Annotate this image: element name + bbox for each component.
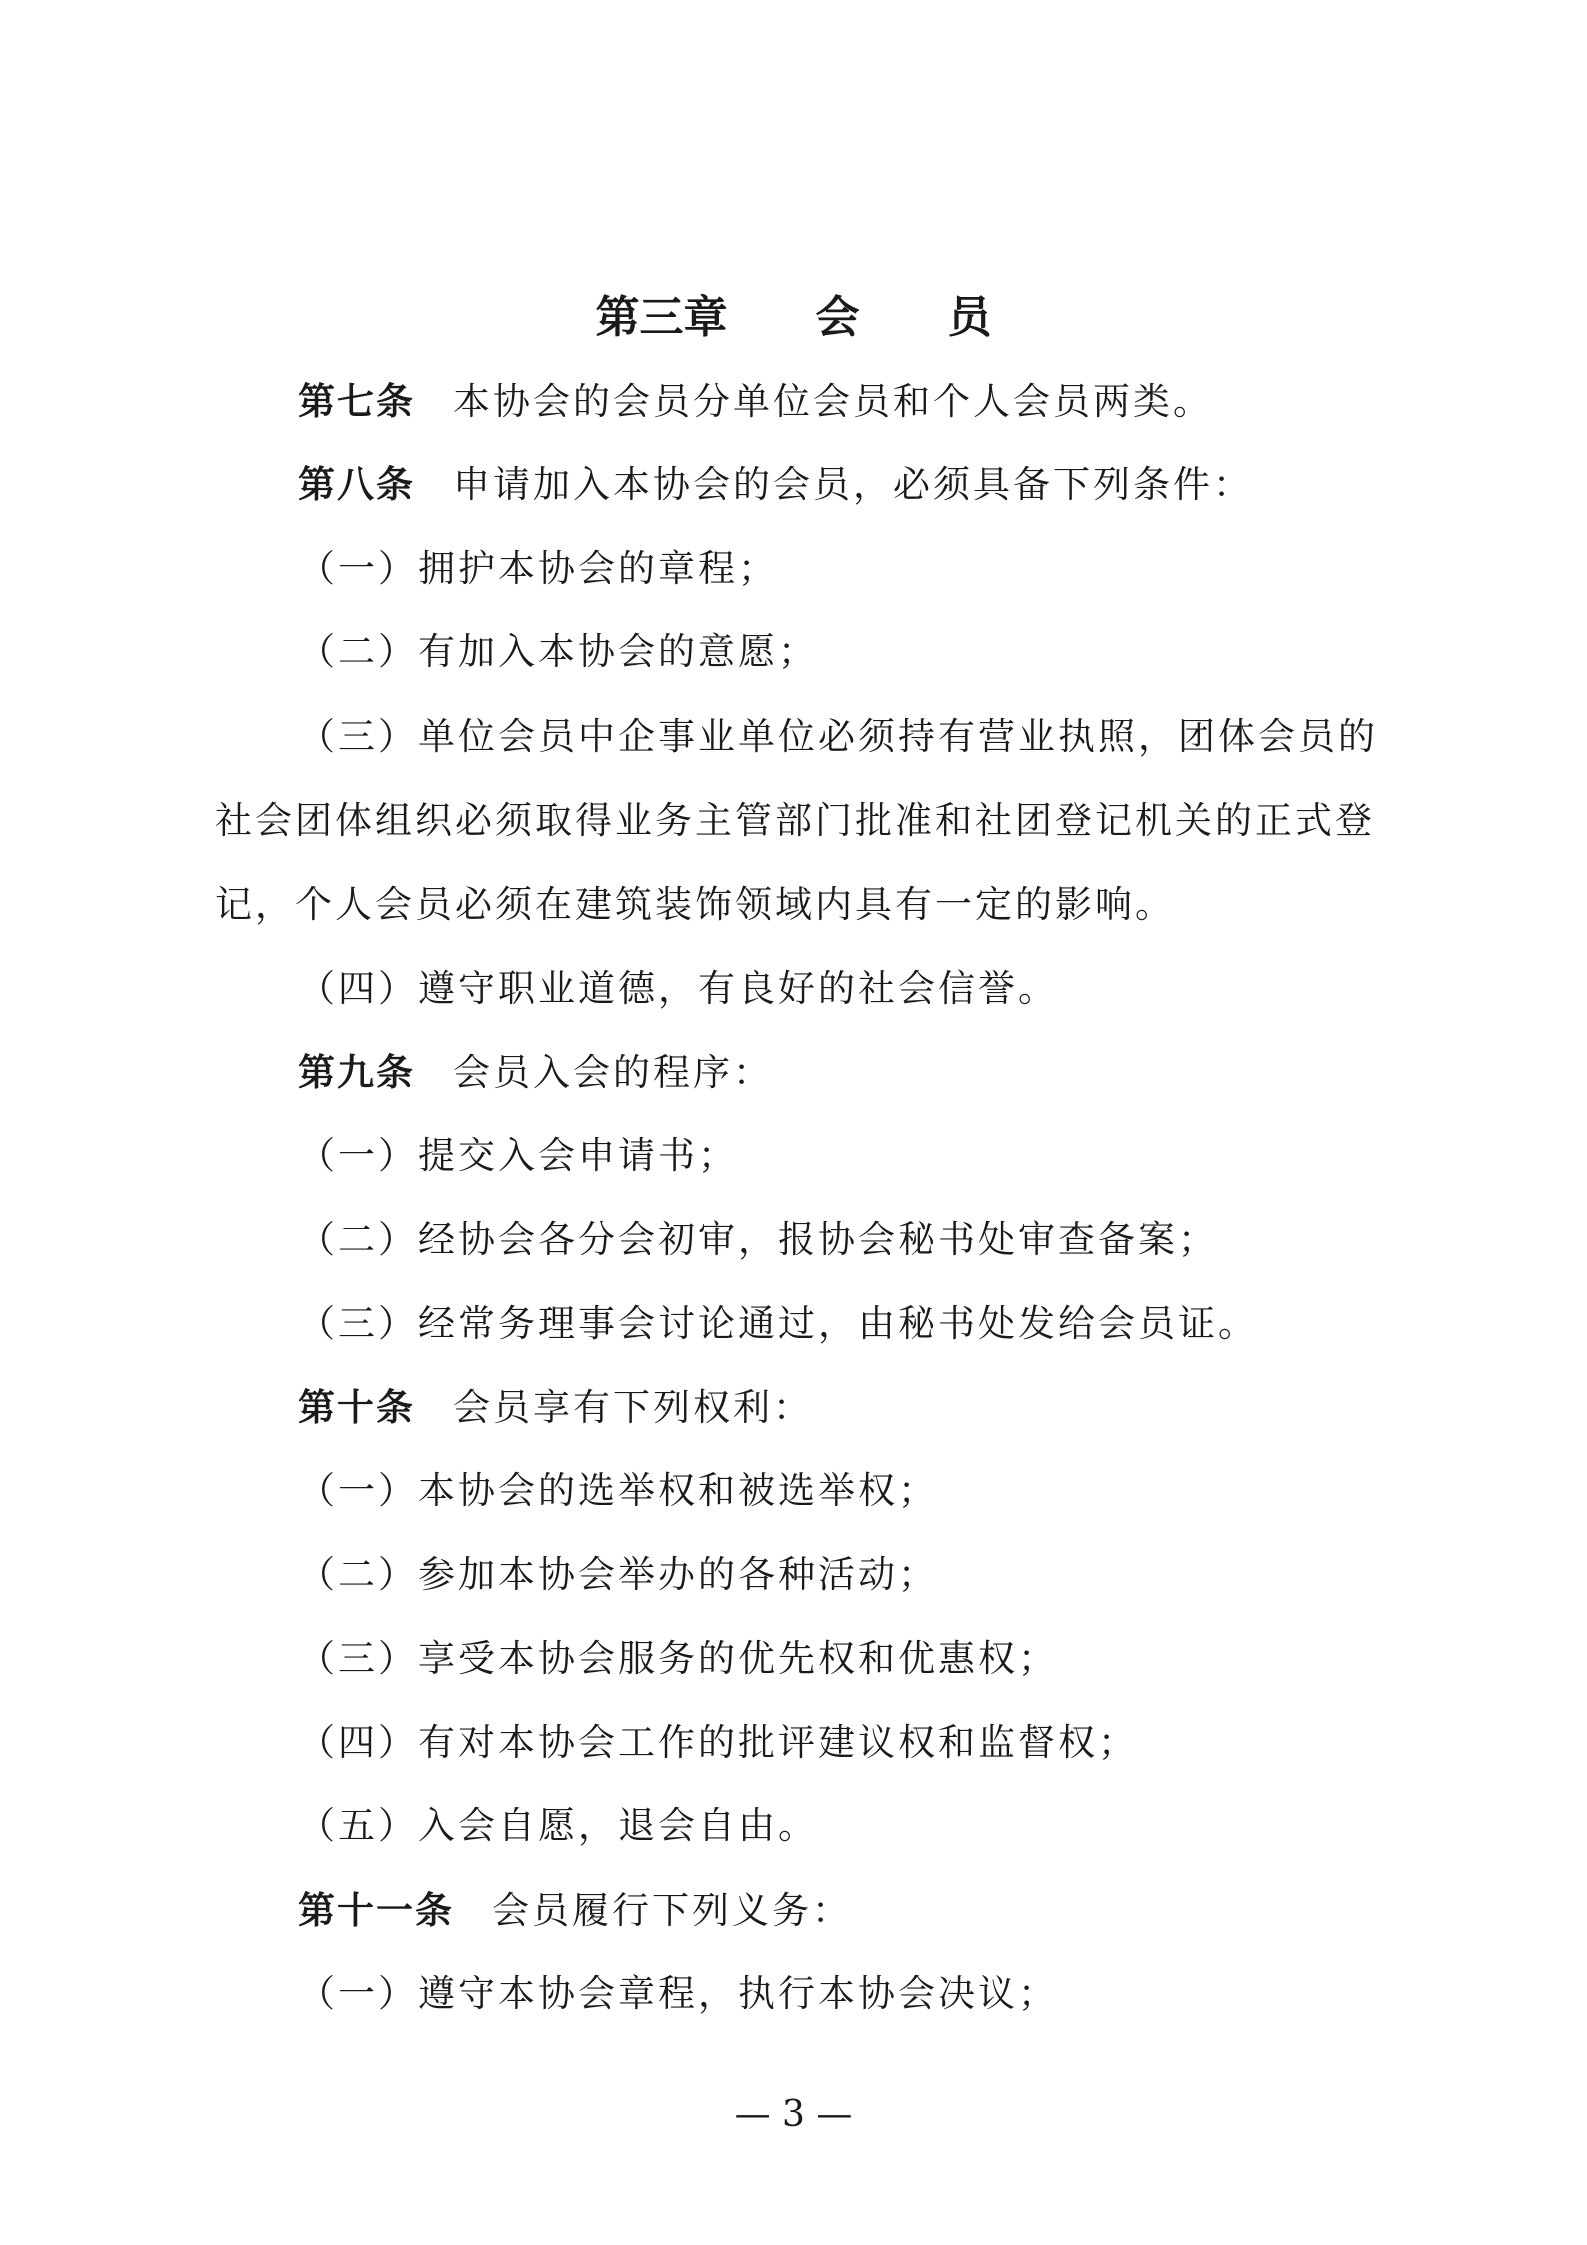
clause-line: （三）单位会员中企事业单位必须持有营业执照，团体会员的 [298, 715, 1378, 758]
page-number: — 3 — [734, 2094, 853, 2135]
article-label: 第七条 [298, 379, 415, 423]
article-label: 第九条 [298, 1050, 415, 1094]
clause-line: （四）有对本协会工作的批评建议权和监督权； [298, 1721, 1138, 1764]
article-8 [298, 459, 1253, 510]
article-label: 第十条 [298, 1385, 415, 1429]
article-text: 申请加入本协会的会员，必须具备下列条件： [453, 463, 1253, 506]
article-9 [298, 1047, 773, 1098]
clause-line: （二）经协会各分会初审，报协会秘书处审查备案； [298, 1218, 1218, 1261]
article-text: 会员入会的程序： [453, 1051, 773, 1094]
clause-continuation: 社会团体组织必须取得业务主管部门批准和社团登记机关的正式登 [215, 799, 1375, 842]
clause-line: （三）经常务理事会讨论通过，由秘书处发给会员证。 [298, 1302, 1258, 1345]
article-text: 本协会的会员分单位会员和个人会员两类。 [453, 380, 1213, 423]
article-10 [298, 1382, 813, 1433]
clause-line: （一）本协会的选举权和被选举权； [298, 1469, 938, 1512]
clause-continuation: 记，个人会员必须在建筑装饰领域内具有一定的影响。 [215, 883, 1175, 926]
article-label: 第八条 [298, 462, 415, 506]
article-text: 会员履行下列义务： [492, 1889, 852, 1932]
article-label: 第十一条 [298, 1888, 454, 1932]
clause-line: （一）拥护本协会的章程； [298, 547, 778, 590]
clause-line: （二）有加入本协会的意愿； [298, 630, 818, 673]
chapter-title: 第三章 会 员 [595, 292, 992, 343]
article-7 [298, 376, 1213, 427]
clause-line: （一）提交入会申请书； [298, 1134, 738, 1177]
article-text: 会员享有下列权利： [453, 1386, 813, 1429]
clause-line: （四）遵守职业道德，有良好的社会信誉。 [298, 967, 1058, 1010]
clause-line: （一）遵守本协会章程，执行本协会决议； [298, 1972, 1058, 2015]
article-11 [298, 1885, 852, 1936]
clause-line: （三）享受本协会服务的优先权和优惠权； [298, 1637, 1058, 1680]
clause-line: （二）参加本协会举办的各种活动； [298, 1553, 938, 1596]
clause-line: （五）入会自愿，退会自由。 [298, 1804, 818, 1847]
